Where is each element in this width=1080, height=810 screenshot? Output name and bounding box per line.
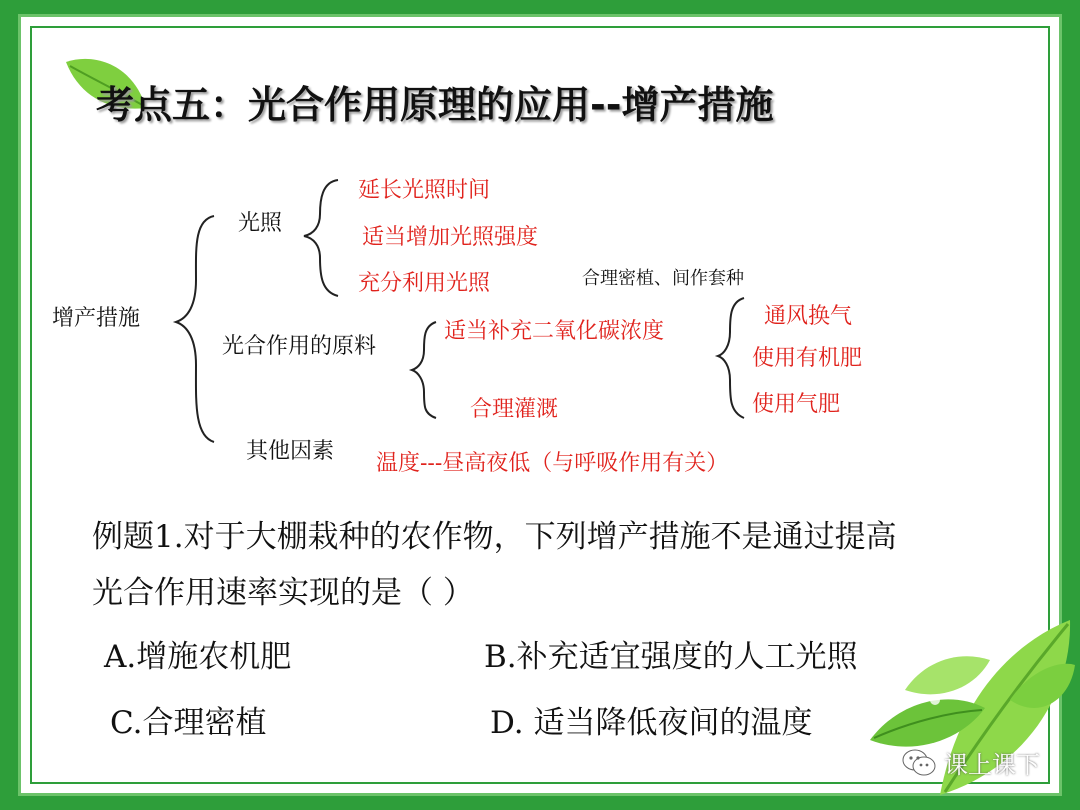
branch-materials-label: 光合作用的原料	[222, 334, 377, 359]
watermark-text: 课上课下	[944, 751, 1040, 779]
root-label: 增产措施	[52, 306, 141, 331]
co2-method-1: 通风换气	[764, 304, 853, 329]
option-d: D. 适当降低夜间的温度	[490, 705, 813, 741]
water-item: 合理灌溉	[470, 397, 559, 422]
light-item-2: 适当增加光照强度	[362, 225, 539, 250]
co2-method-2: 使用有机肥	[752, 346, 863, 371]
watermark	[902, 745, 1040, 780]
temperature-item: 温度---昼高夜低（与呼吸作用有关）	[376, 451, 729, 476]
brace-light	[304, 180, 338, 296]
question-line-1: 例题1.对于大棚栽种的农作物，下列增产措施不是通过提高	[92, 519, 897, 555]
option-c: C.合理密植	[110, 705, 267, 741]
option-b: B.补充适宜强度的人工光照	[484, 639, 858, 675]
brace-materials	[412, 322, 436, 418]
light-item-1: 延长光照时间	[358, 178, 491, 203]
co2-item: 适当补充二氧化碳浓度	[444, 319, 665, 344]
question-line-2: 光合作用速率实现的是（ ）	[92, 575, 474, 611]
wechat-icon	[902, 749, 936, 777]
branch-light-label: 光照	[238, 211, 283, 236]
brace-root	[176, 216, 214, 442]
brace-co2	[718, 298, 744, 418]
option-a: A.增施农机肥	[104, 639, 292, 675]
branch-other-label: 其他因素	[246, 439, 335, 464]
light-note: 合理密植、间作套种	[582, 268, 744, 289]
co2-method-3: 使用气肥	[752, 392, 841, 417]
light-item-3: 充分利用光照	[358, 271, 491, 296]
slide-title: 考点五：光合作用原理的应用--增产措施	[96, 83, 774, 127]
